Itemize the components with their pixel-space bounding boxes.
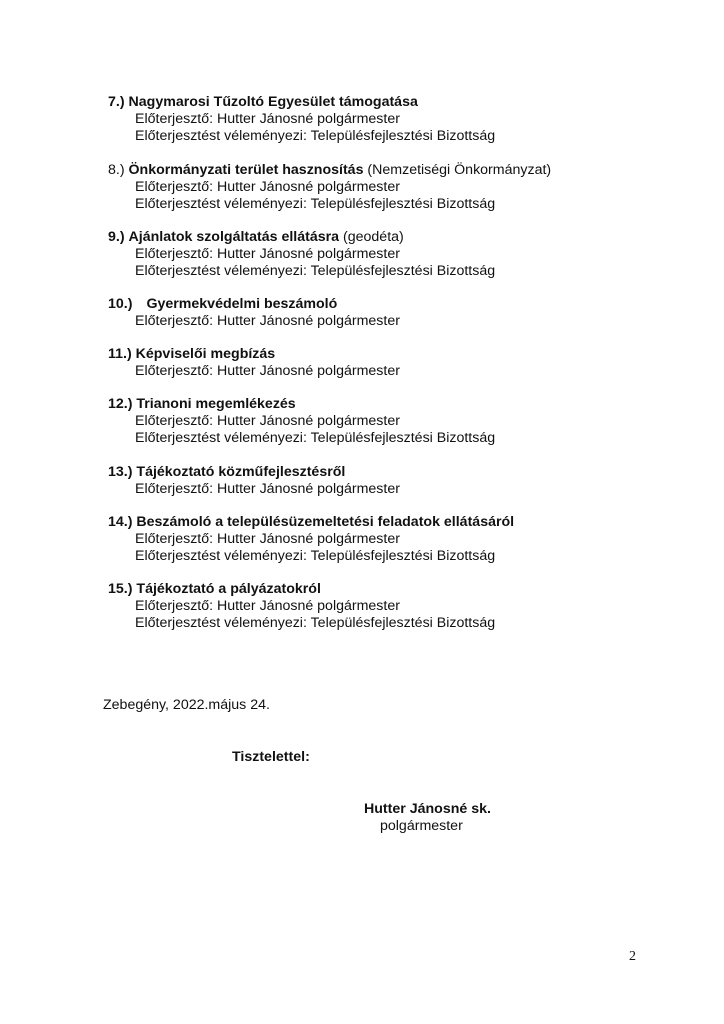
item-title: Nagymarosi Tűzoltó Egyesület támogatása xyxy=(128,94,418,110)
agenda-item xyxy=(108,296,400,330)
item-reviewer: Előterjesztést véleményezi: Településfejlesztési Bizottság xyxy=(135,548,496,564)
item-title: Önkormányzati terület hasznosítás xyxy=(128,162,364,178)
item-number: 8.) xyxy=(108,162,125,178)
item-note: (Nemzetiségi Önkormányzat) xyxy=(367,162,552,178)
item-title: Tájékoztató a pályázatokról xyxy=(136,581,321,597)
item-title: Ajánlatok szolgáltatás ellátásra xyxy=(128,229,340,245)
agenda-item xyxy=(108,396,495,447)
item-number: 12.) xyxy=(108,396,133,412)
agenda-item xyxy=(108,162,551,213)
agenda-item xyxy=(108,229,495,280)
item-reviewer: Előterjesztést véleményezi: Településfejlesztési Bizottság xyxy=(135,196,496,212)
signatory-name: Hutter Jánosné sk. xyxy=(364,801,491,817)
item-number: 15.) xyxy=(108,581,133,597)
item-number: 7.) xyxy=(108,94,125,110)
item-number: 9.) xyxy=(108,229,125,245)
item-reviewer: Előterjesztést véleményezi: Településfejlesztési Bizottság xyxy=(135,263,496,279)
item-presenter: Előterjesztő: Hutter Jánosné polgármester xyxy=(135,363,400,379)
item-title: Gyermekvédelmi beszámoló xyxy=(146,296,338,312)
item-reviewer: Előterjesztést véleményezi: Településfejlesztési Bizottság xyxy=(135,128,496,144)
item-reviewer: Előterjesztést véleményezi: Településfejlesztési Bizottság xyxy=(135,615,496,631)
item-number: 11.) xyxy=(108,346,132,362)
agenda-item xyxy=(108,94,495,145)
greeting: Tisztelettel: xyxy=(232,749,310,765)
item-presenter: Előterjesztő: Hutter Jánosné polgármester xyxy=(135,481,400,497)
item-title: Tájékoztató közműfejlesztésről xyxy=(136,464,346,480)
item-presenter: Előterjesztő: Hutter Jánosné polgármester xyxy=(135,531,400,547)
agenda-item xyxy=(108,581,495,632)
agenda-item xyxy=(108,346,400,380)
item-title: Trianoni megemlékezés xyxy=(136,396,296,412)
place-date: Zebegény, 2022.május 24. xyxy=(103,697,270,713)
item-presenter: Előterjesztő: Hutter Jánosné polgármester xyxy=(135,413,400,429)
item-presenter: Előterjesztő: Hutter Jánosné polgármester xyxy=(135,313,400,329)
item-presenter: Előterjesztő: Hutter Jánosné polgármester xyxy=(135,179,400,195)
item-title: Képviselői megbízás xyxy=(135,346,276,362)
item-title: Beszámoló a településüzemeltetési feladatok ellátásáról xyxy=(136,514,515,530)
item-presenter: Előterjesztő: Hutter Jánosné polgármester xyxy=(135,598,400,614)
item-presenter: Előterjesztő: Hutter Jánosné polgármester xyxy=(135,246,400,262)
item-number: 14.) xyxy=(108,514,133,530)
item-note: (geodéta) xyxy=(343,229,404,245)
item-number: 10.) xyxy=(108,296,133,312)
agenda-item xyxy=(108,514,514,565)
item-number: 13.) xyxy=(108,464,133,480)
page-number: 2 xyxy=(629,949,636,964)
item-presenter: Előterjesztő: Hutter Jánosné polgármester xyxy=(135,111,400,127)
item-reviewer: Előterjesztést véleményezi: Településfejlesztési Bizottság xyxy=(135,430,496,446)
agenda-item xyxy=(108,464,400,498)
signatory-role: polgármester xyxy=(380,818,463,834)
